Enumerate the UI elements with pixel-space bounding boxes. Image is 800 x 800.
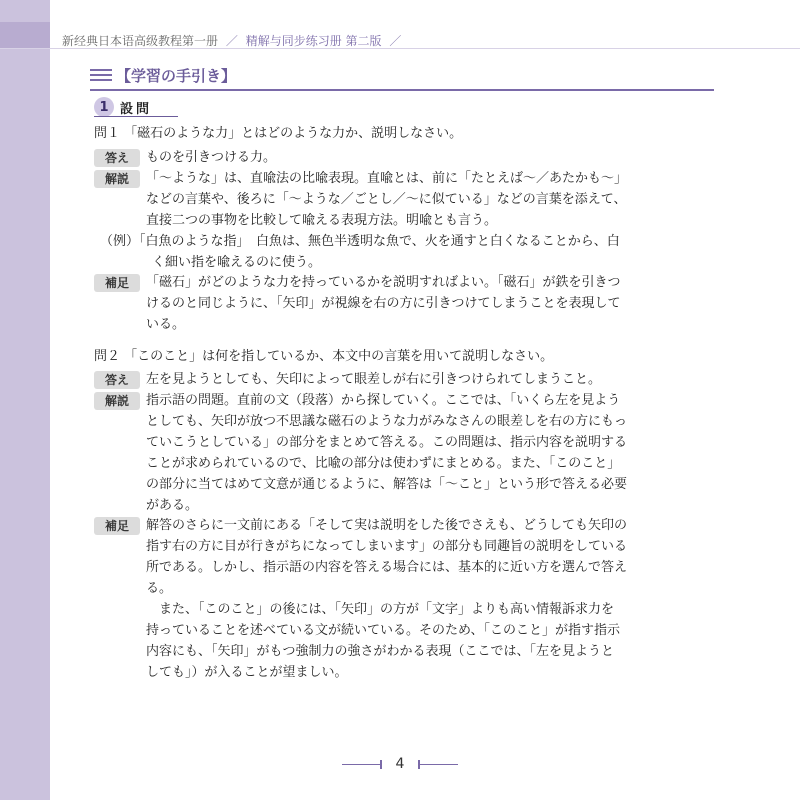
answer-badge: 答え: [94, 371, 140, 389]
subsection-heading: [94, 96, 152, 118]
explanation-text: 指示語の問題。直前の文（段落）から探していく。ここでは、「いくら左を見よう としても、矢印が放つ不思議な磁石のような力がみなさんの眼差しを右の方にもっ ていこうとしている」の部分をまとめて答える。この問題は、指示内容を説明する ことが求められているので、比喩の部分は使わずにまとめる。また、「このこと」 の部分に当てはめて文意が通じるように、解答は「〜こと」という形で答える必要 がある。: [146, 393, 628, 513]
example-text: （例）「白魚のような指」 白魚は、無色半透明な魚で、火を通すと白くなることから、白 く細い指を喩えるのに使う。: [100, 234, 620, 270]
section-rule: [90, 89, 714, 91]
side-band-cap: [0, 22, 50, 48]
answer-text: 左を見ようとしても、矢印によって眼差しが右に引きつけられてしまうこと。: [146, 372, 602, 387]
supplement-badge: 補足: [94, 517, 140, 535]
supplement-text: 「磁石」がどのような力を持っているかを説明すればよい。「磁石」が鉄を引きつ けるのと同じように、「矢印」が視線を右の方に引きつけてしまうことを表現して いる。: [146, 275, 621, 332]
question-1: 問１ 「磁石のような力」とはどのような力か、説明しなさい。: [94, 126, 463, 141]
page-number: 4: [395, 756, 405, 772]
slash-glyph: ／: [389, 34, 402, 48]
explanation-badge: 解説: [94, 392, 140, 410]
supplement-text: 解答のさらに一文前にある「そして実は説明をした後でさえも、どうしても矢印の 指す右の方に目が行きがちになってしまいます」の部分も同趣旨の説明をしている 所である。しかし、指示語の内容を答える場合には、基本的に近い方を選んで答え る。 また、「このこと」の後には、「矢印」の方が「文字」よりも高い情報訴求力を 持っていることを述べている文が続いている。そのため、「このこと」が指す指示 内容にも、「矢印」がもつ強制力の強さがわかる表現（ここでは、「左を見ようと しても」）が入ることが望ましい。: [146, 518, 628, 680]
number-badge: 1: [94, 97, 114, 117]
subsection-underline: [94, 116, 178, 117]
section-heading: [90, 64, 236, 86]
book-subtitle: 精解与同步练习册 第二版: [245, 34, 382, 48]
explanation-badge: 解説: [94, 170, 140, 188]
page-footer: [0, 752, 800, 776]
page-side-band: [0, 0, 50, 800]
running-header: [62, 32, 770, 52]
footer-ornament: [418, 764, 458, 765]
slash-glyph: ／: [225, 34, 238, 48]
question-2: 問２ 「このこと」は何を指しているか、本文中の言葉を用いて説明しなさい。: [94, 349, 554, 364]
answer-badge: 答え: [94, 149, 140, 167]
supplement-badge: 補足: [94, 274, 140, 292]
subsection-title: 設問: [120, 101, 153, 117]
answer-text: ものを引きつける力。: [146, 150, 277, 165]
footer-ornament: [342, 764, 382, 765]
explanation-text: 「〜ような」は、直喩法の比喩表現。直喩とは、前に「たとえば〜／あたかも〜」 などの言葉や、後ろに「〜ような／ごとし／〜に似ている」などの言葉を添えて、 直接二つの事物を比較して喩える表現方法。明喩とも言う。: [146, 171, 628, 228]
stripes-icon: [90, 69, 112, 82]
section-title: 【学習の手引き】: [116, 66, 237, 85]
book-title: 新经典日本语高级教程第一册: [62, 34, 219, 48]
